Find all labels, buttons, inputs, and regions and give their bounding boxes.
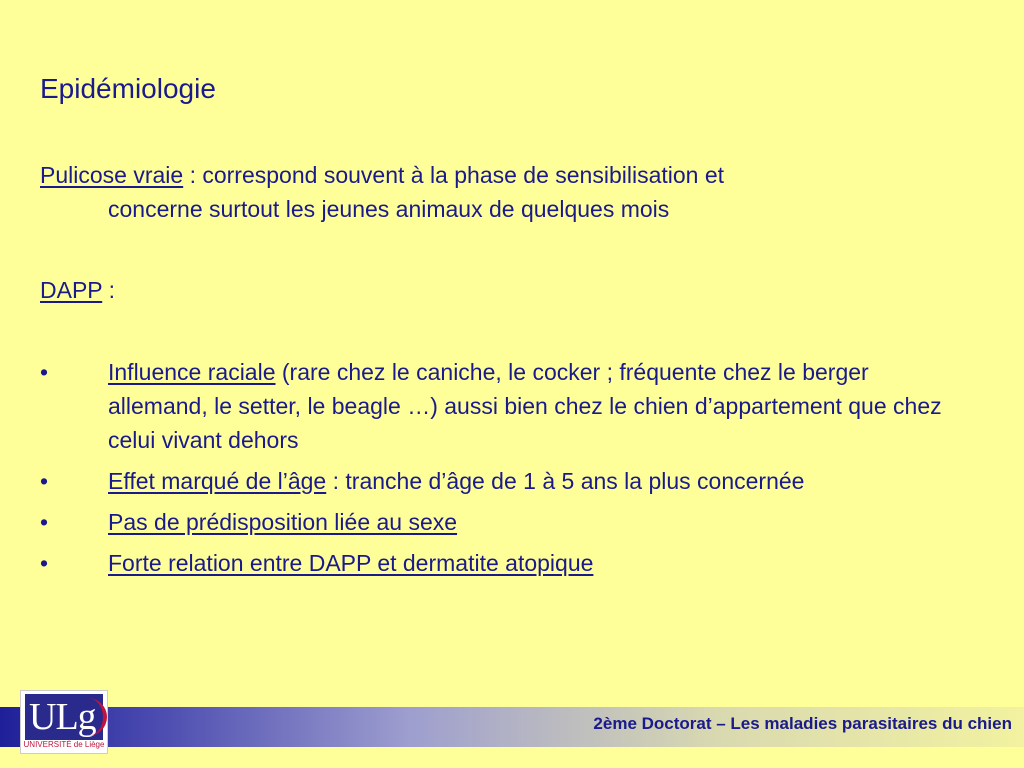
bullet-term: Forte relation entre DAPP et dermatite atopique (108, 550, 594, 576)
logo-caption: UNIVERSITÉ de Liège (23, 740, 105, 749)
dapp-suffix: : (102, 277, 115, 303)
bullet-item (40, 546, 1000, 580)
footer-text: 2ème Doctorat – Les maladies parasitaires du chien (593, 714, 1012, 733)
slide-title: Epidémiologie (40, 73, 216, 104)
dapp-heading (40, 273, 980, 307)
dapp-term: DAPP (40, 277, 103, 303)
logo-block (25, 694, 103, 740)
pulicose-term: Pulicose vraie (40, 162, 184, 188)
logo-swoosh-icon (83, 698, 107, 736)
pulicose-line2: concerne surtout les jeunes animaux de quelques mois (108, 196, 670, 222)
logo-text: ULg (29, 696, 96, 738)
bullet-marker: • (40, 359, 49, 385)
bullet-term: Influence raciale (108, 359, 276, 385)
pulicose-paragraph (40, 158, 980, 226)
bullet-item (40, 505, 1000, 539)
pulicose-line1: : correspond souvent à la phase de sensibilisation et (183, 162, 725, 188)
bullet-item (40, 355, 1000, 457)
bullet-marker: • (40, 509, 49, 535)
bullet-rest: (rare chez le caniche, le cocker ; fréquente chez le berger allemand, le setter, le beagle …) aussi bien chez le chien d’appartement que chez celui vivant dehors (108, 359, 942, 453)
bullet-item (40, 464, 1000, 498)
bullet-marker: • (40, 468, 49, 494)
bullet-term: Effet marqué de l’âge (108, 468, 327, 494)
university-logo (20, 690, 108, 754)
bullet-marker: • (40, 550, 49, 576)
bullet-term: Pas de prédisposition liée au sexe (108, 509, 458, 535)
bullet-rest: : tranche d’âge de 1 à 5 ans la plus concernée (326, 468, 805, 494)
